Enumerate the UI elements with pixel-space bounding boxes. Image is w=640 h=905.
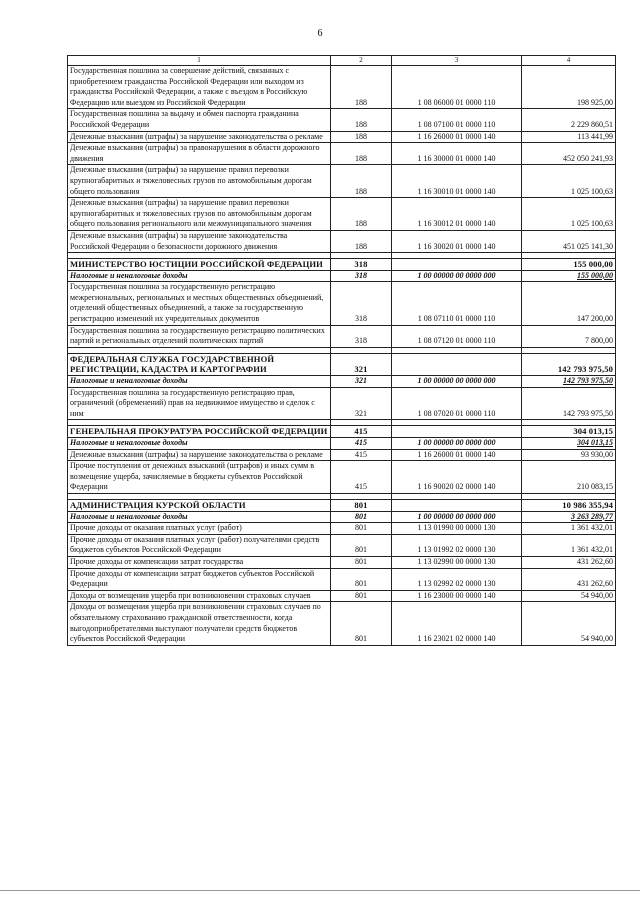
- revenue-item-row: [68, 387, 616, 420]
- header-col-4: 4: [522, 56, 616, 66]
- description-cell: МИНИСТЕРСТВО ЮСТИЦИИ РОССИЙСКОЙ ФЕДЕРАЦИИ: [68, 259, 331, 271]
- kbk-code-cell: 1 16 30012 01 0000 140: [392, 198, 522, 231]
- description-cell: ФЕДЕРАЛЬНАЯ СЛУЖБА ГОСУДАРСТВЕННОЙ РЕГИСТРАЦИИ, КАДАСТРА И КАРТОГРАФИИ: [68, 353, 331, 375]
- revenue-item-row: [68, 282, 616, 325]
- admin-code-cell: 415: [331, 461, 392, 494]
- amount-cell: 1 025 100,63: [522, 165, 616, 198]
- admin-code-cell: 801: [331, 602, 392, 645]
- description-cell: Государственная пошлина за выдачу и обмен паспорта гражданина Российской Федерации: [68, 109, 331, 131]
- description-cell: Прочие доходы от компенсации затрат бюджетов субъектов Российской Федерации: [68, 568, 331, 590]
- tax-revenue-row: [68, 438, 616, 450]
- amount-cell: 142 793 975,50: [522, 376, 616, 388]
- amount-cell: 431 262,60: [522, 556, 616, 568]
- kbk-code-cell: 1 16 23000 00 0000 140: [392, 590, 522, 602]
- revenue-item-row: [68, 461, 616, 494]
- revenue-item-row: [68, 602, 616, 645]
- description-cell: Прочие доходы от оказания платных услуг (работ): [68, 523, 331, 535]
- kbk-code-cell: 1 08 07110 01 0000 110: [392, 282, 522, 325]
- amount-cell: 198 925,00: [522, 66, 616, 109]
- header-col-2: 2: [331, 56, 392, 66]
- revenue-item-row: [68, 523, 616, 535]
- revenue-item-row: [68, 165, 616, 198]
- kbk-code-cell: 1 16 26000 01 0000 140: [392, 131, 522, 143]
- kbk-code-cell: 1 08 07100 01 0000 110: [392, 109, 522, 131]
- description-cell: Прочие доходы от оказания платных услуг (работ) получателями средств бюджетов субъектов Российской Федерации: [68, 534, 331, 556]
- admin-code-cell: 188: [331, 165, 392, 198]
- amount-cell: 1 025 100,63: [522, 198, 616, 231]
- description-cell: Денежные взыскания (штрафы) за нарушение законодательства о рекламе: [68, 449, 331, 461]
- amount-cell: 304 013,15: [522, 438, 616, 450]
- admin-code-cell: 188: [331, 143, 392, 165]
- admin-code-cell: 801: [331, 523, 392, 535]
- kbk-code-cell: 1 00 00000 00 0000 000: [392, 438, 522, 450]
- admin-code-cell: 188: [331, 230, 392, 252]
- revenue-item-row: [68, 198, 616, 231]
- description-cell: Государственная пошлина за государственную регистрацию политических партий и региональных отделений политических партий: [68, 325, 331, 347]
- kbk-code-cell: [392, 499, 522, 511]
- description-cell: Денежные взыскания (штрафы) за нарушение законодательства о рекламе: [68, 131, 331, 143]
- kbk-code-cell: 1 00 00000 00 0000 000: [392, 376, 522, 388]
- description-cell: Прочие доходы от компенсации затрат государства: [68, 556, 331, 568]
- admin-code-cell: 415: [331, 449, 392, 461]
- kbk-code-cell: [392, 353, 522, 375]
- revenue-item-row: [68, 449, 616, 461]
- amount-cell: 147 200,00: [522, 282, 616, 325]
- kbk-code-cell: 1 08 07020 01 0000 110: [392, 387, 522, 420]
- admin-code-cell: 321: [331, 387, 392, 420]
- admin-code-cell: 188: [331, 66, 392, 109]
- revenue-item-row: [68, 131, 616, 143]
- ministry-row: [68, 499, 616, 511]
- ministry-row: [68, 353, 616, 375]
- amount-cell: 54 940,00: [522, 590, 616, 602]
- admin-code-cell: 188: [331, 131, 392, 143]
- description-cell: АДМИНИСТРАЦИЯ КУРСКОЙ ОБЛАСТИ: [68, 499, 331, 511]
- amount-cell: 113 441,99: [522, 131, 616, 143]
- amount-cell: 2 229 860,51: [522, 109, 616, 131]
- admin-code-cell: 801: [331, 511, 392, 523]
- kbk-code-cell: 1 13 01990 00 0000 130: [392, 523, 522, 535]
- amount-cell: 210 083,15: [522, 461, 616, 494]
- amount-cell: 155 000,00: [522, 259, 616, 271]
- kbk-code-cell: 1 08 06000 01 0000 110: [392, 66, 522, 109]
- revenue-table: [67, 55, 616, 646]
- admin-code-cell: 801: [331, 568, 392, 590]
- tax-revenue-row: [68, 511, 616, 523]
- description-cell: Прочие поступления от денежных взысканий (штрафов) и иных сумм в возмещение ущерба, зачисляемые в бюджеты субъектов Российской Федерации: [68, 461, 331, 494]
- kbk-code-cell: 1 13 01992 02 0000 130: [392, 534, 522, 556]
- amount-cell: 155 000,00: [522, 270, 616, 282]
- admin-code-cell: 318: [331, 259, 392, 271]
- admin-code-cell: 188: [331, 109, 392, 131]
- amount-cell: 1 361 432,01: [522, 523, 616, 535]
- header-col-1: 1: [68, 56, 331, 66]
- admin-code-cell: 801: [331, 499, 392, 511]
- amount-cell: 7 800,00: [522, 325, 616, 347]
- amount-cell: 93 930,00: [522, 449, 616, 461]
- ministry-row: [68, 259, 616, 271]
- amount-cell: 304 013,15: [522, 426, 616, 438]
- kbk-code-cell: 1 08 07120 01 0000 110: [392, 325, 522, 347]
- revenue-item-row: [68, 568, 616, 590]
- kbk-code-cell: 1 13 02992 02 0000 130: [392, 568, 522, 590]
- header-col-3: 3: [392, 56, 522, 66]
- description-cell: Денежные взыскания (штрафы) за нарушение правил перевозки крупногабаритных и тяжеловесных грузов по автомобильным дорогам общего пользования регионального или межмуниципального значения: [68, 198, 331, 231]
- amount-cell: 10 986 355,94: [522, 499, 616, 511]
- kbk-code-cell: 1 16 30000 01 0000 140: [392, 143, 522, 165]
- admin-code-cell: 415: [331, 438, 392, 450]
- admin-code-cell: 318: [331, 282, 392, 325]
- revenue-item-row: [68, 66, 616, 109]
- page-number: 6: [317, 28, 323, 39]
- admin-code-cell: 321: [331, 353, 392, 375]
- amount-cell: 1 361 432,01: [522, 534, 616, 556]
- kbk-code-cell: 1 16 90020 02 0000 140: [392, 461, 522, 494]
- admin-code-cell: 321: [331, 376, 392, 388]
- revenue-item-row: [68, 230, 616, 252]
- page-bottom-rule: [0, 890, 640, 891]
- amount-cell: 142 793 975,50: [522, 353, 616, 375]
- amount-cell: 3 263 289,77: [522, 511, 616, 523]
- kbk-code-cell: 1 16 23021 02 0000 140: [392, 602, 522, 645]
- description-cell: Доходы от возмещения ущерба при возникновении страховых случаев по обязательному страхованию гражданской ответственности, когда выгодоприобретателями выступают получатели средств бюджетов субъектов Российской Федерации: [68, 602, 331, 645]
- admin-code-cell: 318: [331, 325, 392, 347]
- kbk-code-cell: 1 00 00000 00 0000 000: [392, 270, 522, 282]
- admin-code-cell: 318: [331, 270, 392, 282]
- kbk-code-cell: [392, 426, 522, 438]
- amount-cell: 452 050 241,93: [522, 143, 616, 165]
- amount-cell: 451 025 141,30: [522, 230, 616, 252]
- tax-revenue-row: [68, 270, 616, 282]
- description-cell: Налоговые и неналоговые доходы: [68, 438, 331, 450]
- description-cell: Денежные взыскания (штрафы) за нарушение законодательства Российской Федерации о безопасности дорожного движения: [68, 230, 331, 252]
- kbk-code-cell: 1 16 30010 01 0000 140: [392, 165, 522, 198]
- description-cell: Государственная пошлина за совершение действий, связанных с приобретением гражданства Российской Федерации или выходом из гражданства Российской Федерации, а также с въездом в Российскую Федерацию или выездом из Российской Федерации: [68, 66, 331, 109]
- admin-code-cell: 801: [331, 590, 392, 602]
- tax-revenue-row: [68, 376, 616, 388]
- admin-code-cell: 801: [331, 556, 392, 568]
- description-cell: Налоговые и неналоговые доходы: [68, 376, 331, 388]
- revenue-item-row: [68, 534, 616, 556]
- kbk-code-cell: 1 16 26000 01 0000 140: [392, 449, 522, 461]
- description-cell: Денежные взыскания (штрафы) за нарушение правил перевозки крупногабаритных и тяжеловесных грузов по автомобильным дорогам общего пользования: [68, 165, 331, 198]
- revenue-item-row: [68, 143, 616, 165]
- kbk-code-cell: 1 00 00000 00 0000 000: [392, 511, 522, 523]
- description-cell: Денежные взыскания (штрафы) за правонарушения в области дорожного движения: [68, 143, 331, 165]
- description-cell: Государственная пошлина за государственную регистрацию прав, ограничений (обременений) прав на недвижимое имущество и сделок с ним: [68, 387, 331, 420]
- kbk-code-cell: 1 16 30020 01 0000 140: [392, 230, 522, 252]
- description-cell: Государственная пошлина за государственную регистрацию межрегиональных, региональных и местных общественных объединений, отделений общественных объединений, а также за государственную регистрацию изменений их учредительных документов: [68, 282, 331, 325]
- description-cell: Налоговые и неналоговые доходы: [68, 511, 331, 523]
- admin-code-cell: 188: [331, 198, 392, 231]
- ministry-row: [68, 426, 616, 438]
- admin-code-cell: 801: [331, 534, 392, 556]
- revenue-item-row: [68, 109, 616, 131]
- amount-cell: 142 793 975,50: [522, 387, 616, 420]
- admin-code-cell: 415: [331, 426, 392, 438]
- description-cell: Доходы от возмещения ущерба при возникновении страховых случаев: [68, 590, 331, 602]
- description-cell: ГЕНЕРАЛЬНАЯ ПРОКУРАТУРА РОССИЙСКОЙ ФЕДЕРАЦИИ: [68, 426, 331, 438]
- revenue-item-row: [68, 325, 616, 347]
- column-number-header: [68, 56, 616, 66]
- kbk-code-cell: [392, 259, 522, 271]
- amount-cell: 431 262,60: [522, 568, 616, 590]
- description-cell: Налоговые и неналоговые доходы: [68, 270, 331, 282]
- kbk-code-cell: 1 13 02990 00 0000 130: [392, 556, 522, 568]
- revenue-item-row: [68, 590, 616, 602]
- amount-cell: 54 940,00: [522, 602, 616, 645]
- revenue-item-row: [68, 556, 616, 568]
